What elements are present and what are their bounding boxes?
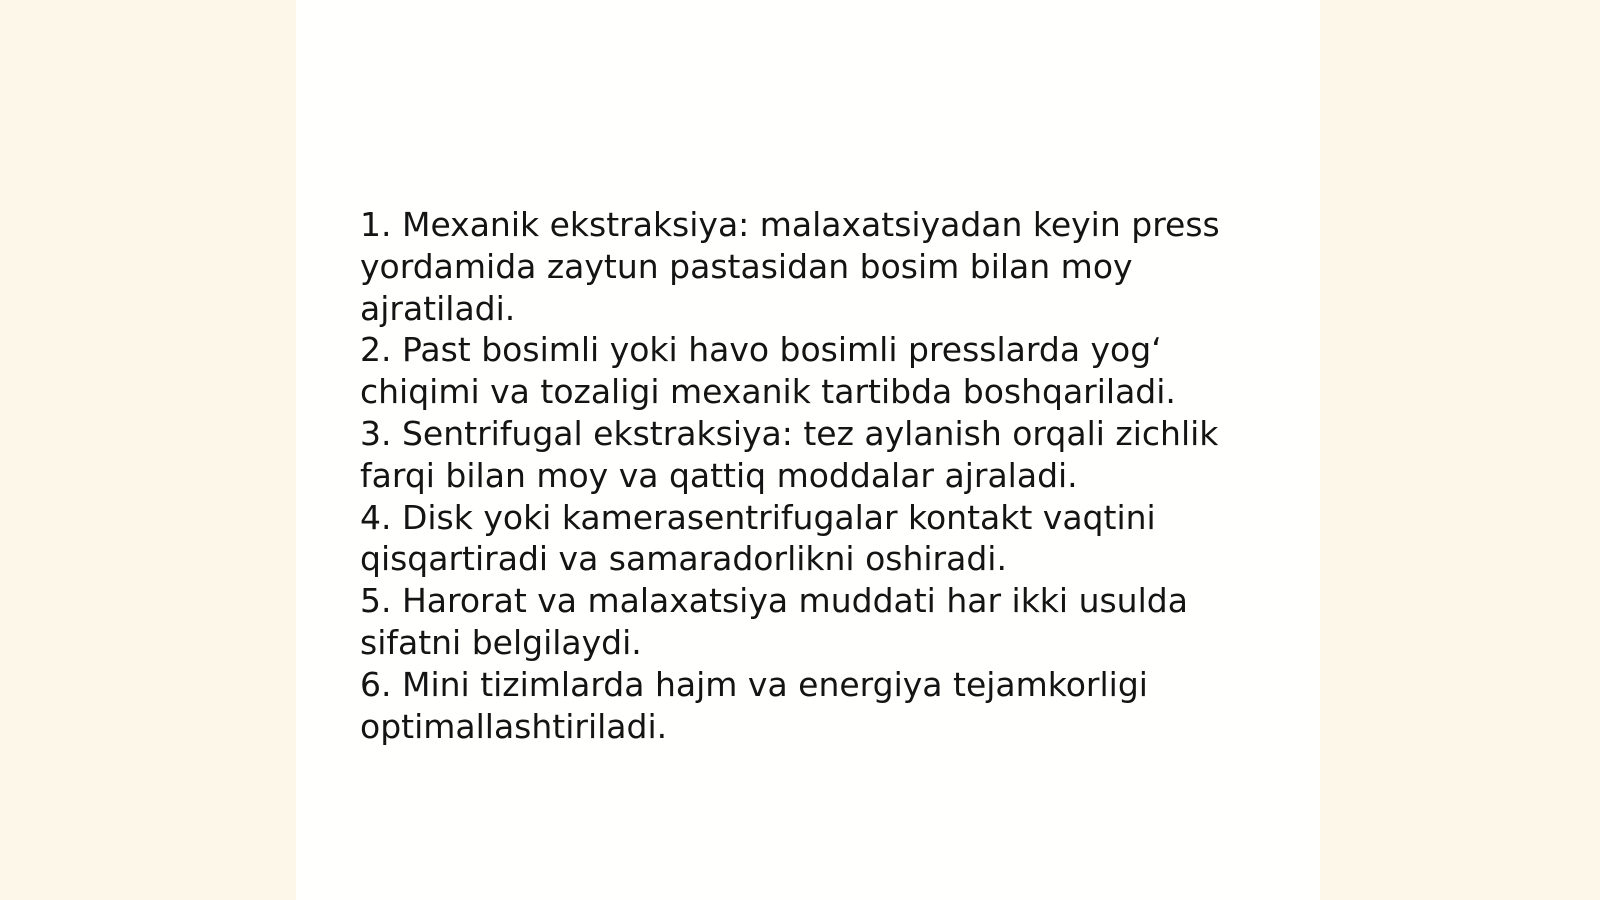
- list-item: 5. Harorat va malaxatsiya muddati har ikki usulda sifatni belgilaydi.: [360, 581, 1188, 662]
- list-item: 4. Disk yoki kamerasentrifugalar kontakt vaqtini qisqartiradi va samaradorlikni oshiradi.: [360, 497, 1156, 579]
- list-item: 3. Sentrifugal ekstraksiya: tez aylanish orqali zichlik farqi bilan moy va qattiq moddalar ajraladi.: [360, 413, 1219, 495]
- list-item: 6. Mini tizimlarda hajm va energiya tejamkorligi optimallashtiriladi.: [360, 664, 1148, 746]
- list-item: 1. Mexanik ekstraksiya: malaxatsiyadan keyin press yordamida zaytun pastasidan bosim bilan moy ajratiladi.: [360, 205, 1220, 328]
- content-list: [360, 204, 1220, 747]
- list-item: 2. Past bosimli yoki havo bosimli presslarda yog‘ chiqimi va tozaligi mexanik tartibda boshqariladi.: [360, 330, 1176, 412]
